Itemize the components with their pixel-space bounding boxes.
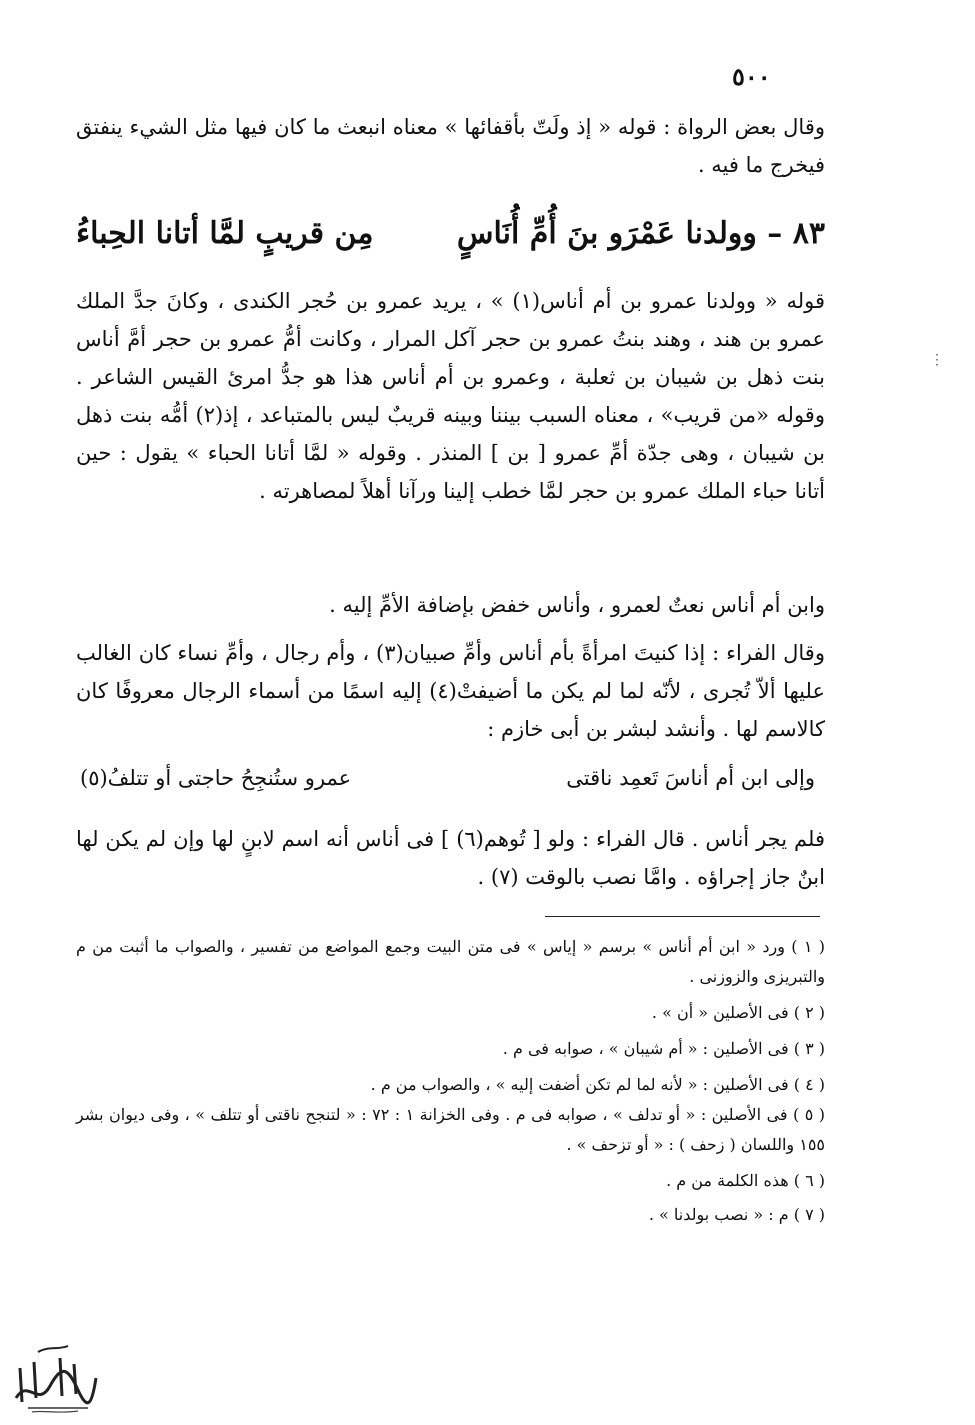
footnote-6: ( ٦ ) هذه الكلمة من م . xyxy=(666,1171,825,1190)
paragraph-5: فلم يجر أناس . قال الفراء : ولو [ تُوهم(٦) ] فى أناس أنه اسم لابنٍ لها وإن لم يكن لها ابنٌ جاز إجراؤه . وامَّا نصب بالوقت (٧) . xyxy=(76,827,825,889)
library-stamp-icon xyxy=(8,1338,100,1416)
footnote-divider xyxy=(545,916,820,917)
paragraph-4: وقال الفراء : إذا كنيتَ امرأةً بأم أناس وأمِّ صبيان(٣) ، وأم رجال ، وأمِّ نساء كان الغالب عليها ألاّ تُجرى ، لأنّه لما لم يكن ما أضيفتْ(٤) إليه اسمًا من أسماء الرجال معروفًا كان كالاسم لها . وأنشد لبشر بن أبى خازم : xyxy=(76,641,825,741)
paragraph-2: قوله « وولدنا عمرو بن أم أناس(١) » ، يريد عمرو بن حُجر الكندى ، وكانَ جدَّ الملك عمرو بن هند ، وهند بنتُ عمرو بن حجر آكل المرار ، وكانت أمُّ عمرو بن حجر أمَّ أناس بنت ذهل بن شيبان بن ثعلبة ، وعمرو بن أم أناس هذا هو جدُّ امرئ القيس الشاعر . وقوله «من قريب» ، معناه السبب بيننا وبينه قريبٌ ليس بالمتباعد ، إذ(٢) أمُّه بنت ذهل بن شيبان ، وهى جدّة أمِّ عمرو [ بن ] المنذر . وقوله « لمَّا أتانا الحباء » يقول : حين أتانا حباء الملك عمرو بن حجر لمَّا خطب إلينا ورآنا أهلاً لمصاهرته . xyxy=(76,289,825,503)
footnote-3: ( ٣ ) فى الأصلين : « أم شيبان » ، صوابه فى م . xyxy=(502,1039,825,1058)
verse-heading xyxy=(76,216,825,251)
paragraph-1: وقال بعض الرواة : قوله « إذ ولَتّ بأقفائها » معناه انبعث ما كان فيها مثل الشيء ينفتق فيخرج ما فيه . xyxy=(76,115,825,177)
quoted-verse xyxy=(80,766,815,790)
footnote-1: ( ١ ) ورد « ابن أم أناس » برسم « إياس » فى متن البيت وجمع المواضع من تفسير ، والصواب ما أثبت من م والتبريزى والزوزنى . xyxy=(76,937,826,986)
quoted-verse-right: وإلى ابن أم أناسَ تَعمِد ناقتى xyxy=(566,766,815,790)
paragraph-3: وابن أم أناس نعتٌ لعمرو ، وأناس خفض بإضافة الأمِّ إليه . xyxy=(329,593,825,617)
quoted-verse-left: عمرو ستُنجِحُ حاجتى أو تتلفُ(٥) xyxy=(80,766,352,790)
footnote-7: ( ٧ ) م : « نصب بولدنا » . xyxy=(648,1205,825,1224)
margin-mark: ⋮ xyxy=(930,352,944,368)
verse-heading-left: مِن قريبٍ لمَّا أتانا الحِباءُ xyxy=(76,216,374,251)
verse-heading-right: ٨٣ – وولدنا عَمْرَو بنَ أُمِّ أُنَاسٍ xyxy=(456,216,825,251)
footnote-2: ( ٢ ) فى الأصلين « أن » . xyxy=(651,1003,825,1022)
footnote-5: ( ٥ ) فى الأصلين : « أو تدلف » ، صوابه فى م . وفى الخزانة ١ : ٧٢ : « لتنجح ناقتى أو تتلف » ، وفى ديوان بشر ١٥٥ واللسان ( زحف ) : « أو تزحف » . xyxy=(76,1105,826,1154)
page-number: ٥٠٠ xyxy=(732,62,771,91)
footnote-4: ( ٤ ) فى الأصلين : « لأنه لما لم تكن أضفت إليه » ، والصواب من م . xyxy=(370,1075,825,1094)
